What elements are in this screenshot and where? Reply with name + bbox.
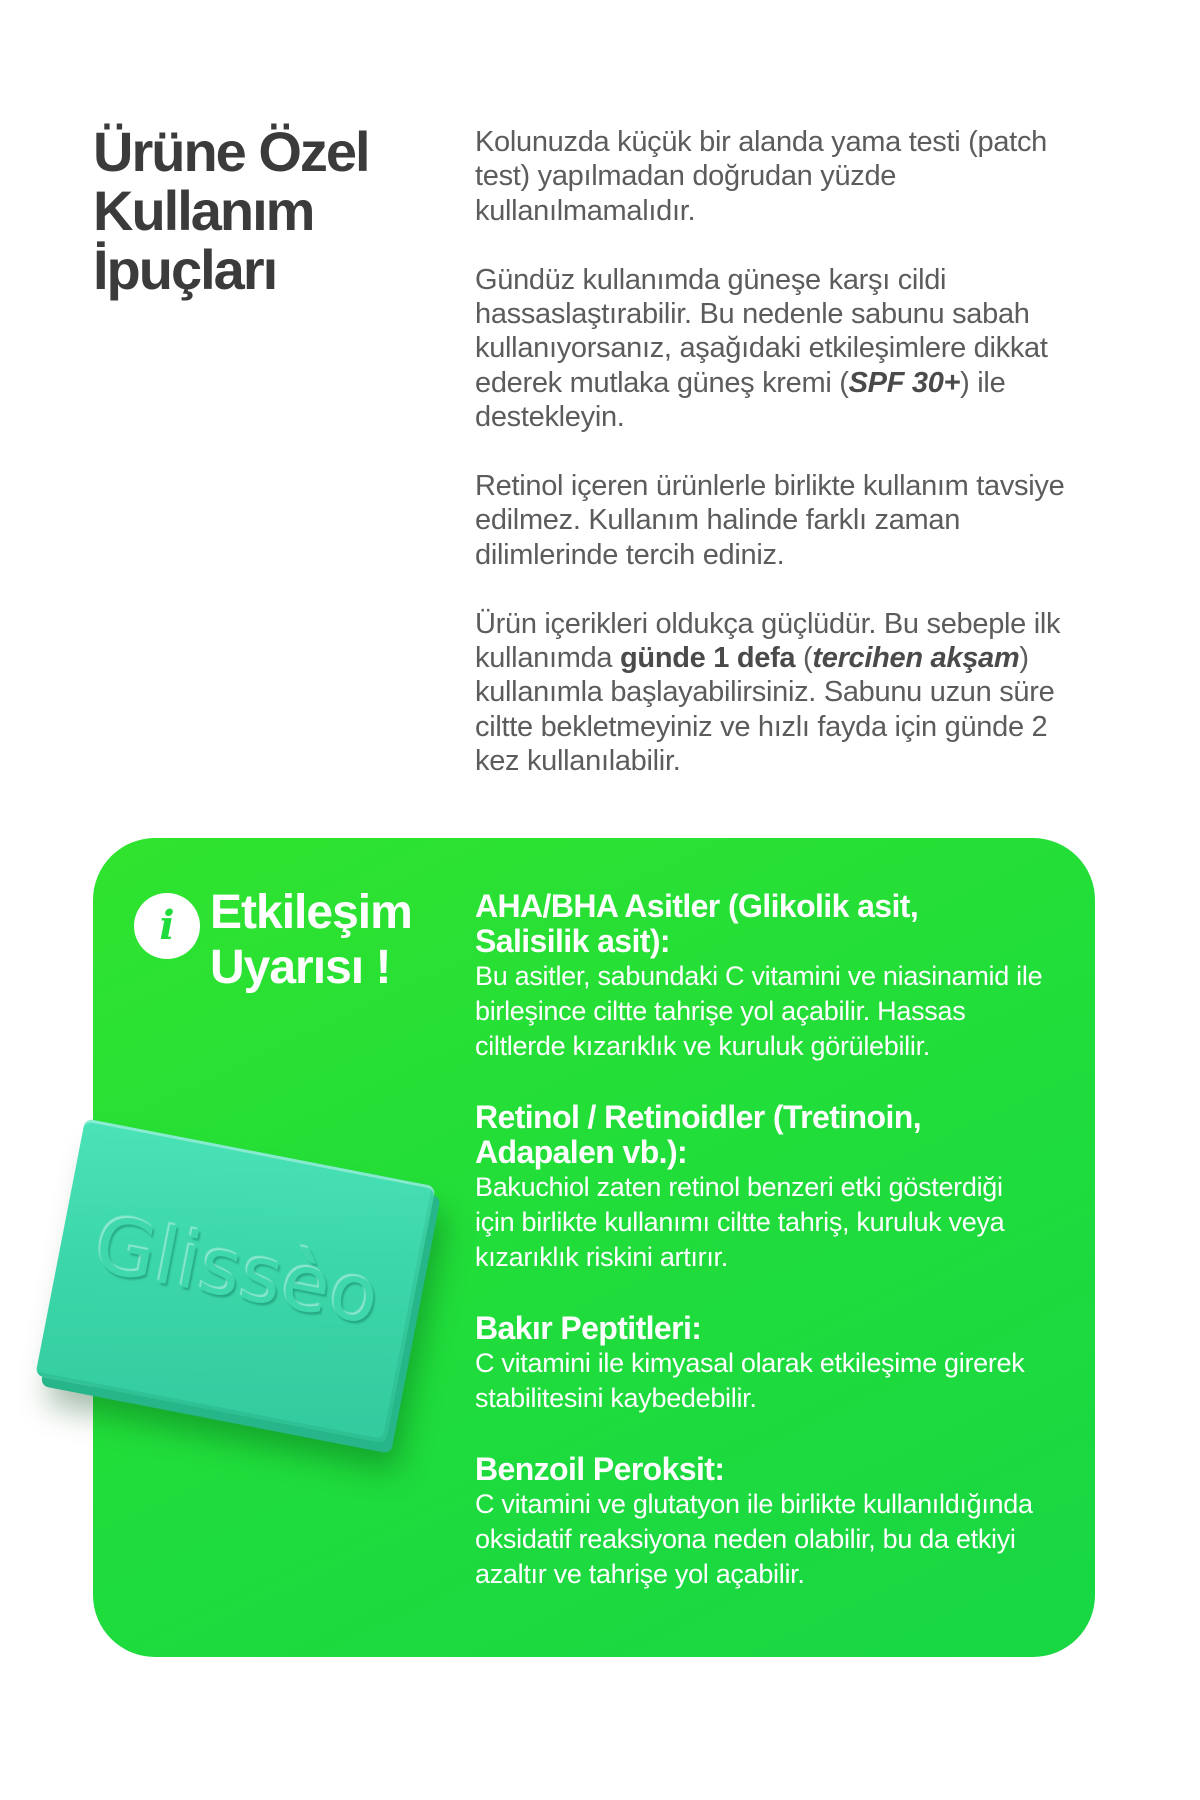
description-line: Bu asitler, sabundaki C vitamini ve niasinamid ile — [475, 961, 1043, 991]
tip-sunscreen — [475, 263, 1115, 435]
heading-line: Bakır Peptitleri: — [475, 1310, 702, 1346]
interaction-item-description — [475, 1346, 1075, 1416]
paragraph-line: Gündüz kullanımda güneşe karşı cildi — [475, 263, 947, 296]
paragraph-line: Ürün içerikleri oldukça güçlüdür. Bu sebeple ilk — [475, 607, 1061, 640]
heading-line: Salisilik asit): — [475, 923, 670, 959]
description-line: azaltır ve tahrişe yol açabilir. — [475, 1559, 805, 1589]
paragraph-line: Retinol içeren ürünlerle birlikte kullanım tavsiye — [475, 470, 1065, 503]
heading-line: Benzoil Peroksit: — [475, 1451, 725, 1487]
description-line: için birlikte kullanımı ciltte tahriş, kuruluk veya — [475, 1207, 1005, 1237]
description-line: C vitamini ve glutatyon ile birlikte kullanıldığında — [475, 1489, 1033, 1519]
interaction-item-heading — [475, 1311, 1075, 1346]
paragraph-line: ciltte bekletmeyiniz ve hızlı fayda için günde 2 — [475, 710, 1048, 743]
description-line: birleşince ciltte tahrişe yol açabilir. Hassas — [475, 996, 966, 1026]
interaction-list — [475, 889, 1075, 1592]
line-text: ) ile — [960, 366, 1006, 399]
info-icon: i — [134, 893, 200, 959]
paragraph-line: kullanılmamalıdır. — [475, 194, 696, 227]
paragraph-line: hassaslaştırabilir. Bu nedenle sabunu sabah — [475, 298, 1030, 331]
description-line: stabilitesini kaybedebilir. — [475, 1383, 757, 1413]
interaction-item-heading — [475, 889, 1075, 959]
description-line: ciltlerde kızarıklık ve kuruluk görülebilir. — [475, 1031, 930, 1061]
description-line: kızarıklık riskini artırır. — [475, 1242, 728, 1272]
line-text: ederek mutlaka güneş kremi ( — [475, 366, 849, 399]
paragraph-line: kez kullanılabilir. — [475, 745, 681, 778]
tip-retinol — [475, 469, 1115, 572]
warning-title-line: Etkileşim — [210, 886, 412, 939]
tip-frequency — [475, 607, 1115, 779]
interaction-item-description — [475, 1487, 1075, 1592]
tips-paragraphs — [475, 125, 1115, 779]
tip-patch-test — [475, 125, 1115, 228]
paragraph-line: Kolunuzda küçük bir alanda yama testi (patch — [475, 126, 1047, 158]
spf-emphasis: SPF 30+ — [848, 366, 961, 399]
paragraph-line: destekleyin. — [475, 401, 625, 434]
tips-title-line: Kullanım — [93, 179, 314, 242]
description-line: C vitamini ile kimyasal olarak etkileşime girerek — [475, 1348, 1025, 1378]
interaction-item-copper-peptides — [475, 1311, 1075, 1416]
interaction-item-benzoyl-peroxide — [475, 1452, 1075, 1592]
line-text: ( — [795, 642, 813, 675]
paragraph-line — [475, 366, 1115, 400]
interaction-item-heading — [475, 1100, 1075, 1170]
heading-line: AHA/BHA Asitler (Glikolik asit, — [475, 888, 919, 924]
tips-title-line: Ürüne Özel — [93, 120, 369, 183]
paragraph-line: test) yapılmadan doğrudan yüzde — [475, 160, 897, 193]
description-line: Bakuchiol zaten retinol benzeri etki gösterdiği — [475, 1172, 1003, 1202]
heading-line: Retinol / Retinoidler (Tretinoin, — [475, 1099, 921, 1135]
frequency-emphasis: günde 1 defa — [620, 642, 796, 675]
soap-embossed-logo: Glissèo — [87, 1199, 388, 1343]
evening-emphasis: tercihen akşam — [812, 642, 1020, 675]
paragraph-line: kullanıyorsanız, aşağıdaki etkileşimlere dikkat — [475, 332, 1048, 365]
paragraph-line — [475, 641, 1115, 675]
paragraph-line: edilmez. Kullanım halinde farklı zaman — [475, 504, 961, 537]
line-text: ) — [1019, 642, 1029, 675]
interaction-item-description — [475, 1170, 1075, 1275]
interaction-item-retinol — [475, 1100, 1075, 1275]
paragraph-line: kullanımla başlayabilirsiniz. Sabunu uzun süre — [475, 676, 1055, 709]
line-text: kullanımda — [475, 642, 620, 675]
warning-title — [210, 885, 412, 995]
tips-title — [93, 122, 369, 299]
interaction-item-description — [475, 959, 1075, 1064]
heading-line: Adapalen vb.): — [475, 1134, 688, 1170]
description-line: oksidatif reaksiyona neden olabilir, bu da etkiyi — [475, 1524, 1016, 1554]
warning-title-line: Uyarısı ! — [210, 941, 391, 994]
interaction-item-heading — [475, 1452, 1075, 1487]
interaction-item-aha-bha — [475, 889, 1075, 1064]
paragraph-line: dilimlerinde tercih ediniz. — [475, 538, 785, 571]
tips-title-line: İpuçları — [93, 238, 277, 301]
